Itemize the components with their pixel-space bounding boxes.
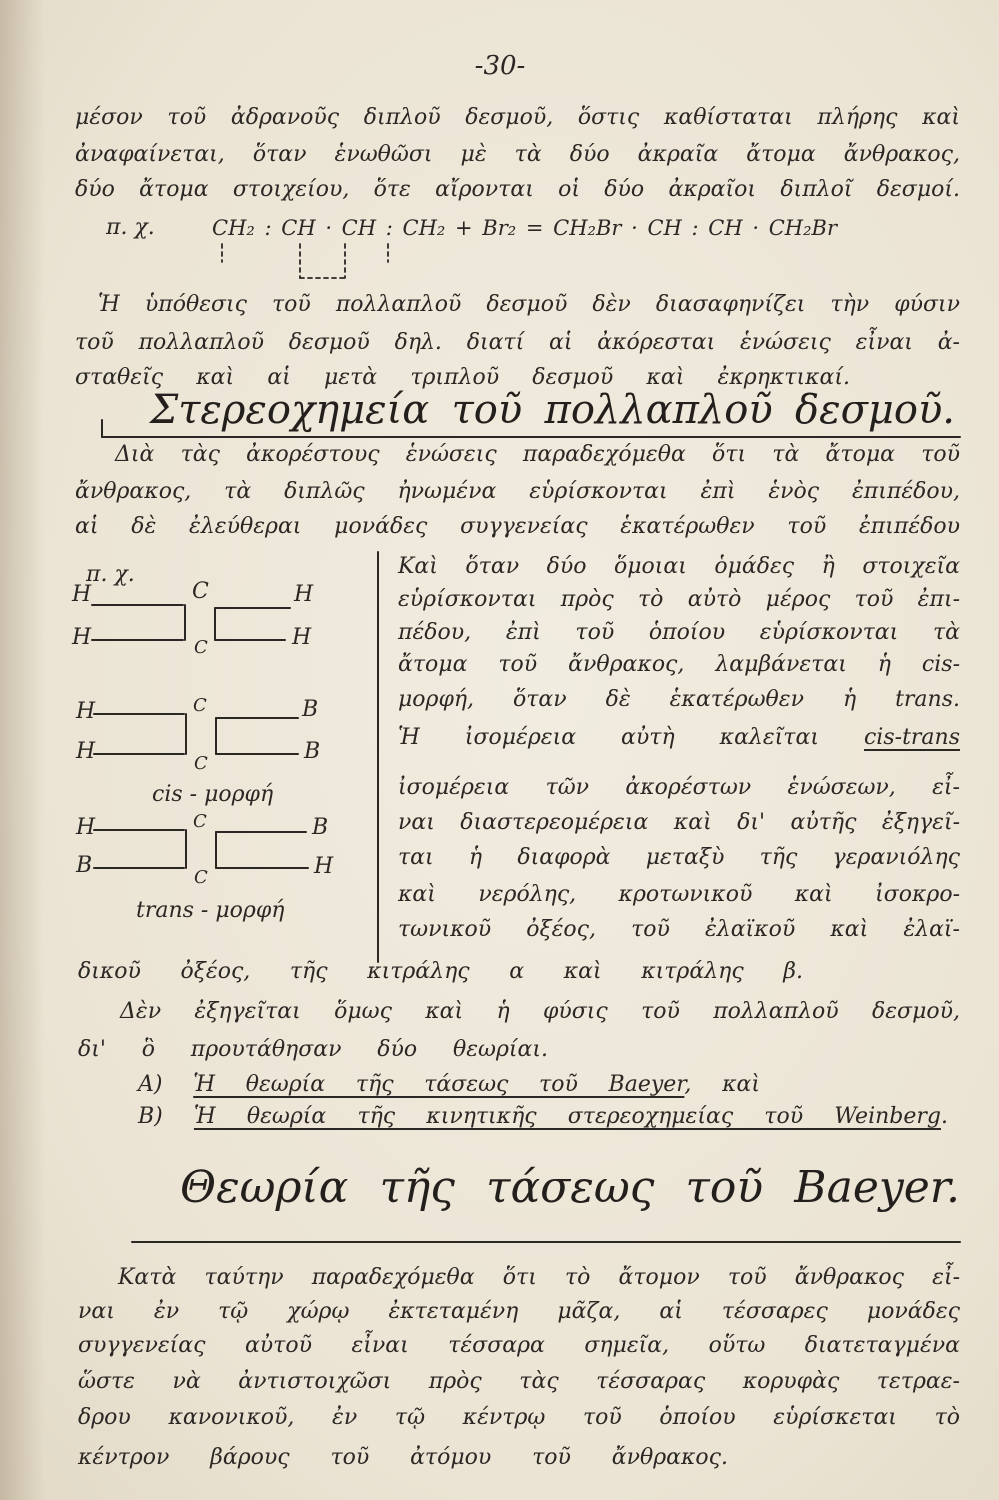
hypothesis-line-2: τοῦ πολλαπλοῦ δεσμοῦ δηλ. διατί αἱ ἀκόρεσται ἑνώσεις εἶναι ἀ- [75,330,960,355]
page-number: -30- [474,51,526,81]
baeyer-line-4: ὥστε νὰ ἀντιστοιχῶσι πρὸς τὰς τέσσαρας κορυφὰς τετραε- [78,1369,960,1394]
cis-trans-line-2: εὑρίσκονται πρὸς τὸ αὐτὸ μέρος τοῦ ἐπι- [398,587,960,612]
theory-b-suffix: . [941,1104,948,1129]
cis-trans-line-8: ναι διαστερεομέρεια καὶ δι' αὐτῆς ἐξηγεῖ- [398,810,960,835]
stereo-intro-line-1: Διὰ τὰς ἀκορέστους ἑνώσεις παραδεχόμεθα ὅτι τὰ ἄτομα τοῦ [115,442,960,467]
stereo-intro-line-3: αἱ δὲ ἐλεύθεραι μονάδες συγγενείας ἑκατέρωθεν τοῦ ἐπιπέδου [75,514,960,539]
atom: B [312,815,329,840]
intro-line-3: δύο ἄτομα στοιχείου, ὅτε αἴρονται οἱ δύο ἀκραῖοι διπλοῖ δεσμοί. [75,177,960,202]
atom: H [294,582,314,607]
atom: B [302,697,319,722]
theory-a-suffix: , καὶ [684,1072,760,1097]
atom: B [76,853,93,878]
atom: C [194,867,208,888]
theory-b [138,1103,948,1131]
atom: H [72,625,92,650]
atom: C [192,579,209,604]
baeyer-heading: Θεωρία τῆς τάσεως τοῦ Baeyer. [180,1162,960,1213]
atom: H [76,815,96,840]
atom: H [72,582,92,607]
atom: H [314,854,334,879]
example-label: π. χ. [106,215,155,240]
cis-trans-line-9: ται ἡ διαφορὰ μεταξὺ τῆς γερανιόλης [398,845,960,870]
baeyer-line-1: Κατὰ ταύτην παραδεχόμεθα ὅτι τὸ ἄτομον τοῦ ἄνθρακος εἶ- [118,1265,960,1290]
atom: H [76,739,96,764]
theory-a [138,1071,760,1099]
cis-trans-line-11: τωνικοῦ ὀξέος, τοῦ ἐλαϊκοῦ καὶ ἐλαϊ- [398,917,960,942]
atom: C [194,753,208,774]
hypothesis-line-1: Ἡ ὑπόθεσις τοῦ πολλαπλοῦ δεσμοῦ δὲν διασαφηνίζει τὴν φύσιν [98,292,960,317]
atom: H [76,699,96,724]
addition-equation: CH₂ : CH · CH : CH₂ + Br₂ = CH₂Br · CH : CH · CH₂Br [212,216,837,240]
baeyer-line-5: δρου κανονικοῦ, ἐν τῷ κέντρῳ τοῦ ὁποίου εὑρίσκεται τὸ [78,1405,960,1430]
baeyer-line-3: συγγενείας αὐτοῦ εἶναι τέσσαρα σημεῖα, οὕτω διατεταγμένα [78,1333,960,1358]
conclusion-line-2: Δὲν ἐξηγεῖται ὅμως καὶ ἡ φύσις τοῦ πολλαπλοῦ δεσμοῦ, [120,999,960,1024]
diagram-example-label: π. χ. [86,562,135,587]
intro-line-2: ἀναφαίνεται, ὅταν ἑνωθῶσι μὲ τὰ δύο ἀκραῖα ἄτομα ἄνθρακος, [75,142,960,167]
theory-a-name: Ἡ θεωρία τῆς τάσεως τοῦ Baeyer [193,1072,685,1097]
atom: C [194,637,208,658]
cis-trans-line-1: Καὶ ὅταν δύο ὅμοιαι ὁμάδες ἢ στοιχεῖα [398,554,960,579]
cis-trans-line-3: πέδου, ἐπὶ τοῦ ὁποίου εὑρίσκονται τὰ [398,620,960,645]
trans-label: trans - μορφή [136,898,285,923]
stereo-heading: Στερεοχημεία τοῦ πολλαπλοῦ δεσμοῦ. [150,387,955,433]
theory-b-name: Ἡ θεωρία τῆς κινητικῆς στερεοχημείας τοῦ Weinberg [193,1104,941,1129]
conclusion-line-1: δικοῦ ὀξέος, τῆς κιτράλης α καὶ κιτράλης β. [78,959,803,984]
atom: H [292,625,312,650]
theory-b-marker: B) [138,1104,163,1129]
cis-label: cis - μορφή [152,782,274,807]
atom: B [304,739,321,764]
atom: C [193,695,207,716]
atom: C [193,811,207,832]
cis-trans-line-7: ἰσομέρεια τῶν ἀκορέστων ἑνώσεων, εἶ- [398,775,960,800]
cis-trans-line-5: μορφή, ὅταν δὲ ἑκατέρωθεν ἡ trans. [398,687,960,712]
cis-trans-term: cis-trans [863,725,960,750]
cis-trans-line-4: ἄτομα τοῦ ἄνθρακος, λαμβάνεται ἡ cis- [398,652,960,677]
isomerism-text: Ἡ ἰσομέρεια αὐτὴ καλεῖται [398,725,819,750]
baeyer-line-2: ναι ἐν τῷ χώρῳ ἐκτεταμένη μᾶζα, αἱ τέσσαρες μονάδες [78,1299,960,1324]
intro-line-1: μέσον τοῦ ἀδρανοῦς διπλοῦ δεσμοῦ, ὅστις καθίσταται πλήρης καὶ [75,105,960,130]
theory-a-marker: A) [138,1072,163,1097]
stereo-intro-line-2: ἄνθρακος, τὰ διπλῶς ἠνωμένα εὑρίσκονται ἐπὶ ἑνὸς ἐπιπέδου, [75,479,960,504]
baeyer-line-6: κέντρον βάρους τοῦ ἀτόμου τοῦ ἄνθρακος. [78,1445,728,1470]
conclusion-line-3: δι' ὃ προυτάθησαν δύο θεωρίαι. [78,1037,548,1062]
isomerism-line [398,724,960,752]
hypothesis-line-3: σταθεῖς καὶ αἱ μετὰ τριπλοῦ δεσμοῦ καὶ ἐκρηκτικαί. [75,365,850,390]
cis-trans-line-10: καὶ νερόλης, κροτωνικοῦ καὶ ἰσοκρο- [398,882,960,907]
